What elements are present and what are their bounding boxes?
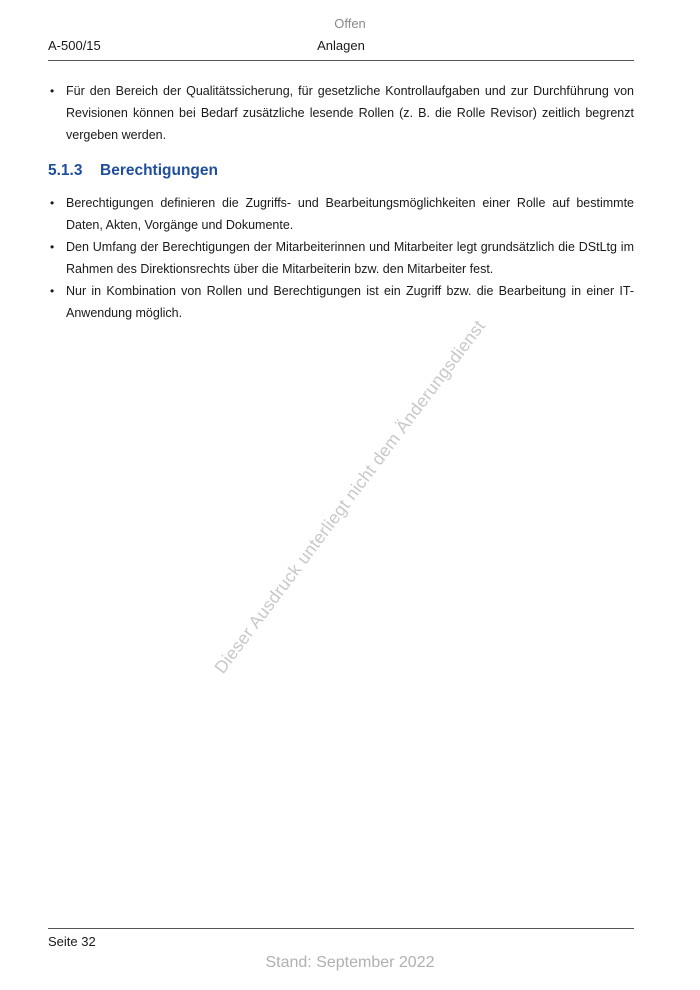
footer-divider <box>48 928 634 929</box>
bullet-icon: • <box>50 84 55 98</box>
page-header <box>48 38 634 58</box>
bullet-icon: • <box>50 284 55 298</box>
list-item <box>48 236 634 280</box>
list-item-text: Berechtigungen definieren die Zugriffs- und Bearbeitungsmöglichkeiten einer Rolle auf bestimmte Daten, Akten, Vorgänge und Dokumente. <box>66 196 634 232</box>
header-divider <box>48 60 634 61</box>
bullet-icon: • <box>50 196 55 210</box>
page-number: Seite 32 <box>48 934 96 949</box>
permissions-bullet-list <box>48 192 634 324</box>
intro-bullet-list <box>48 80 634 146</box>
page-content <box>48 80 634 324</box>
section-number: 5.1.3 <box>48 162 83 179</box>
bullet-icon: • <box>50 240 55 254</box>
section-title: Berechtigungen <box>100 162 218 179</box>
list-item <box>48 192 634 236</box>
document-id: A-500/15 <box>48 38 101 53</box>
section-heading <box>48 162 634 180</box>
list-item-text: Nur in Kombination von Rollen und Berechtigungen ist ein Zugriff bzw. die Bearbeitung in einer IT-Anwendung möglich. <box>66 284 634 320</box>
list-item-text: Den Umfang der Berechtigungen der Mitarbeiterinnen und Mitarbeiter legt grundsätzlich die DStLtg im Rahmen des Direktionsrechts über die Mitarbeiterin bzw. den Mitarbeiter fest. <box>66 240 634 276</box>
watermark-text: Dieser Ausdruck unterliegt nicht dem Änderungsdienst <box>210 316 490 678</box>
list-item-text: Für den Bereich der Qualitätssicherung, für gesetzliche Kontrollaufgaben und zur Durchführung von Revisionen können bei Bedarf zusätzliche lesende Rollen (z. B. die Rolle Revisor) zeitlich begrenzt vergeben werden. <box>66 84 634 142</box>
revision-date: Stand: September 2022 <box>265 954 435 971</box>
list-item <box>48 80 634 146</box>
list-item <box>48 280 634 324</box>
classification-label: Offen <box>334 16 366 31</box>
header-section-title: Anlagen <box>317 38 365 53</box>
